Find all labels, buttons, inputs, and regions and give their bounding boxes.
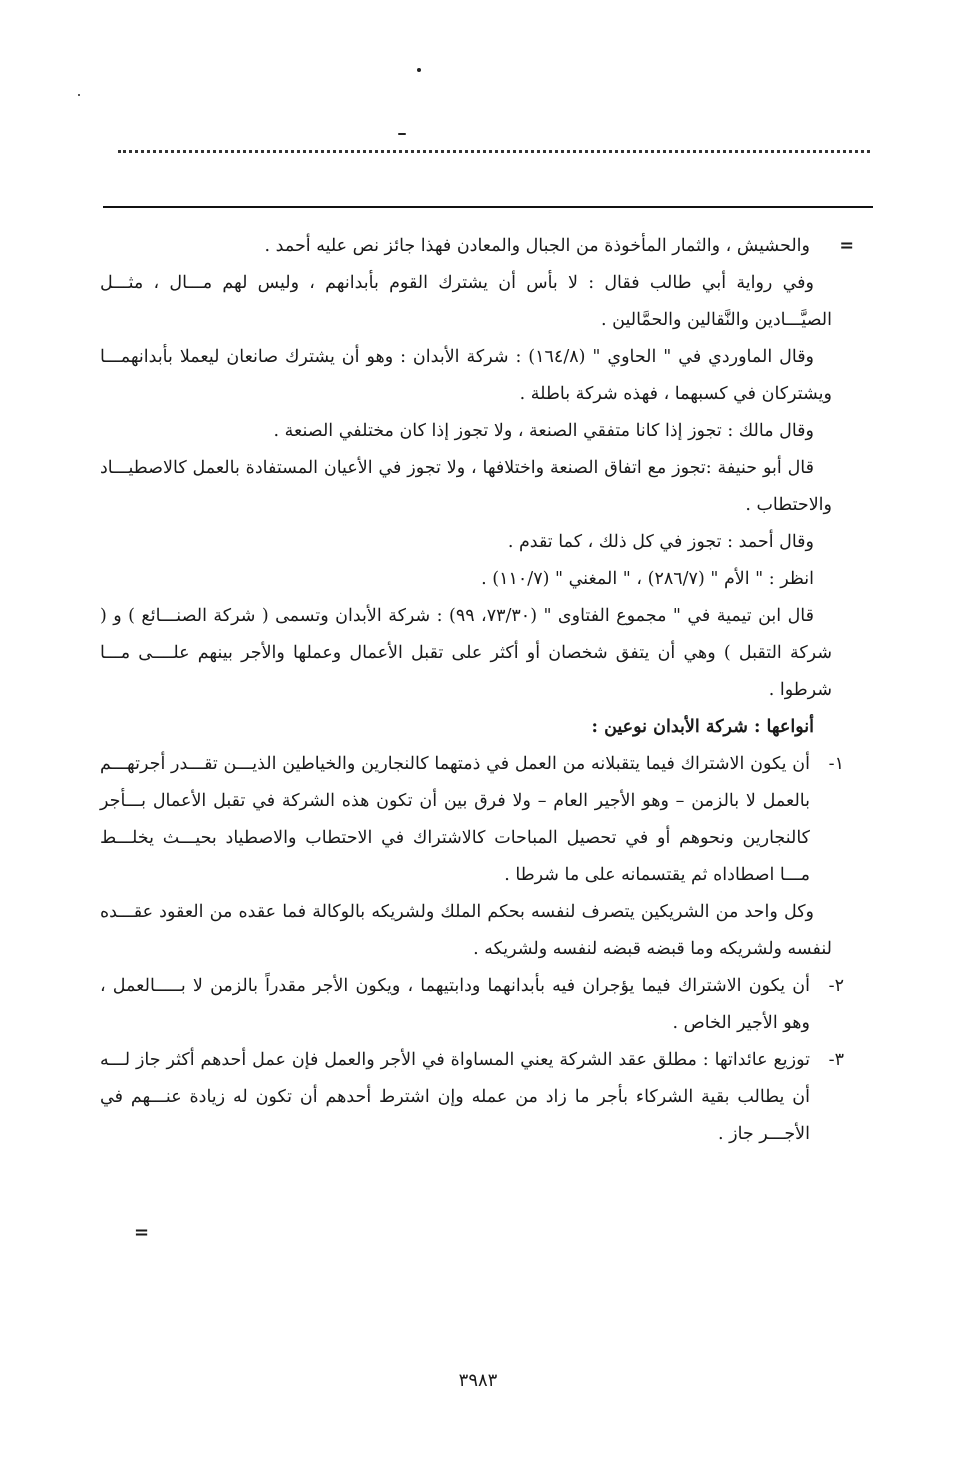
footnote-text: [100, 228, 854, 1153]
list-item-text: أن يكون الاشتراك فيما يؤجران فيه بأبدانهما ودابتيهما ، ويكون الأجر مقدراً بالزمن لا بـــــالعمل ، وهو الأجير الخاص .: [100, 976, 810, 1033]
paragraph: وقال مالك : تجوز إذا كانا متفقي الصنعة ، ولا تجوز إذا كان مختلفي الصنعة .: [273, 421, 814, 441]
dotted-separator: [118, 150, 870, 153]
paragraph: قال أبو حنيفة :تجوز مع اتفاق الصنعة واختلافها ، ولا تجوز في الأعيان المستفادة بالعمل كالاصطيـــاد والاحتطاب .: [100, 458, 832, 515]
list-item-number: ٣-: [828, 1050, 844, 1070]
paragraph: وفي رواية أبي طالب فقال : لا بأس أن يشترك القوم بأبدانهم ، وليس لهم مـــال ، مثـــل الصيَّـــادين والنَّقالين والحمَّالين .: [100, 273, 832, 330]
ink-speck: [417, 68, 421, 72]
paragraph: انظر : " الأم " (٢٨٦/٧) ، " المغني " (١١٠/٧) .: [481, 569, 814, 589]
paragraph-text: والحشيش ، والثمار المأخوذة من الجبال والمعادن فهذا جائز نص عليه أحمد .: [264, 236, 810, 256]
page-number: ٣٩٨٣: [458, 1370, 498, 1391]
list-item: [100, 1042, 844, 1153]
ink-speck: [398, 133, 406, 135]
paragraph: وكل واحد من الشريكين يتصرف لنفسه بحكم الملك ولشريكه بالوكالة فما عقده من العقود عقـــده لنفسه ولشريكه وما قبضه قبضه لنفسه ولشريكه .: [100, 902, 832, 959]
paragraph: قال ابن تيمية في " مجموع الفتاوى " (٧٣/٣٠، ٩٩) : شركة الأبدان وتسمى ( شركة الصنـــائع ) و ( شركة التقبل ) وهي أن يتفق شخصان أو أكثر على تقبل الأعمال وعملها والأجر بينهم علــــى مـــا شرطوا .: [100, 606, 832, 700]
continuation-mark: =: [839, 236, 854, 256]
paragraph: وقال أحمد : تجوز في كل ذلك ، كما تقدم .: [507, 532, 814, 552]
footnote-separator: [103, 206, 873, 208]
list-item: [100, 746, 844, 894]
list-item-number: ٢-: [828, 976, 844, 996]
list-item: [100, 968, 844, 1042]
list-item-text: توزيع عائداتها : مطلق عقد الشركة يعني المساواة في الأجر والعمل فإن عمل أحدهم أكثر جاز لـــه أن يطالب بقية الشركاء بأجر ما زاد من عمله وإن اشترط أحدهم أن تكون له زيادة عنـــهم في الأجـــر جاز .: [100, 1050, 810, 1144]
list-item-text: أن يكون الاشتراك فيما يتقبلانه من العمل في ذمتهما كالنجارين والخياطين الذيـــن تقـــدر أجرتهـــم بالعمل لا بالزمن – وهو الأجير العام – ولا فرق بين أن تكون هذه الشركة في تقبل الأعمال بـــأجر كالنجارين ونحوهم أو في تحصيل المباحات كالاشتراك في الاحتطاب والاصطياد بحيـــث يخلـــط مـــا اصطاداه ثم يقتسمانه على ما شرطا .: [100, 754, 810, 885]
continuation-mark: =: [134, 1222, 150, 1243]
paragraph: [100, 228, 854, 265]
paragraph: وقال الماوردي في " الحاوي " (١٦٤/٨) : شركة الأبدان : وهو أن يشترك صانعان ليعملا بأبدانهمـــا ويشتركان في كسبهما ، فهذه شركة باطلة .: [100, 347, 832, 404]
section-heading: أنواعها : شركة الأبدان نوعين :: [591, 717, 814, 737]
list-item-number: ١-: [828, 754, 844, 774]
ink-speck: [78, 94, 80, 96]
